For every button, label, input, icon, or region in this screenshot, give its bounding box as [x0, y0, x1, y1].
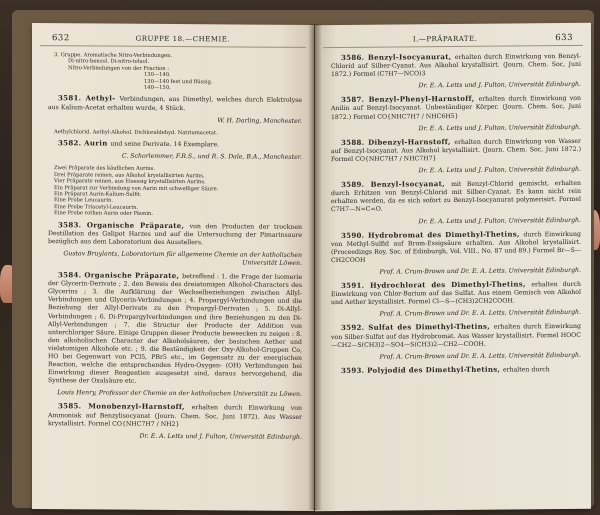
catalog-entry — [331, 280, 581, 307]
entry-exhibitor: Dr. E. A. Letts und J. Fulton, Universität Edinburgh. — [139, 432, 302, 441]
entry-exhibitor: Prof. A. Crum-Brown und Dr. E. A. Letts, Universität Edinburgh. — [379, 351, 581, 361]
entry-number: 3581. — [58, 93, 86, 103]
entry-sublist — [54, 129, 302, 137]
entry-text: erhalten durch Einwirkung von Benzyl-Chlorid auf Silber-Cyanat. Aus Alkohol krystallisirt. (Journ. Chem. Soc, Juni 1872.) Formel (C7H7—NCO)3 — [331, 52, 582, 79]
sublist-line: Aethylchlorid. Aethyl-Alkohol. Dichloraldehyd. Natriumacetat. — [54, 128, 218, 137]
entry-number: 3590. — [341, 230, 369, 240]
entry-number: 3587. — [341, 95, 369, 105]
entry-title: Polyjodid des Dimethyl-Thetins, — [367, 364, 503, 375]
catalog-entry — [331, 137, 581, 164]
intro-line: 140—150. — [144, 84, 171, 92]
page-number: 633 — [555, 32, 573, 44]
sublist-line: Vier Präparate reinen, aus Eisessig krystallisirten Aurins. — [54, 178, 206, 186]
entry-text: Verbindungen, aus Dimethyl, welches durch Elektrolyse aus Kalium-Acetat erhalten wurde, 4 Stück. — [48, 96, 302, 112]
entry-number: 3585. — [58, 401, 89, 411]
entry-title: Organische Präparate, — [86, 219, 190, 230]
entry-title: Aethyl- — [85, 93, 120, 104]
entry-title: Aurin — [84, 138, 111, 148]
entry-exhibitor: Dr. E. A. Letts und J. Fulton, Universität Edinburgh. — [418, 123, 581, 132]
entry-sublist — [54, 165, 302, 218]
entry-exhibitor: C. Schorlemmer, F.R.S., und R. S. Dale, B.A., Manchester. — [121, 152, 302, 162]
entry-number: 3589. — [341, 179, 371, 190]
catalog-entry — [331, 179, 581, 215]
entry-title: Hydrobromat des Dimethyl-Thetins, — [368, 228, 524, 240]
entry-title: Benzyl-Phenyl-Harnstoff, — [368, 94, 479, 105]
entry-number: 3591. — [341, 280, 371, 291]
catalog-entry — [331, 365, 581, 376]
right-page-header — [323, 23, 583, 48]
catalog-entry — [331, 322, 581, 349]
entry-number: 3593. — [341, 365, 368, 375]
entry-text: betreffend : 1. die Frage der Isomerie der Glycerin-Derivate ; 2. den Beweis des dreiatomigen Alkohol-Characters des Glycerins ; 3. die Aufklärung der Wechselbeziehungen zwischen Allyl-Verbindungen und Glycerin-Verbindungen ; 4. Propargyl-Verbindungen und die Beziehung der Allyl-Derivate zu den Propargyl-Derivaten ; 5. Di-Allyl-Verbindungen ; 6. Di-Propargylverbindungen und ihre Beziehungen zu den Di-Allyl-Verbindungen ; 7. die Structur der Producte der Addition von unterchloriger Säure. Einige Gruppen dieser Producte beweecken zu zeigen : 8. den alkoholischen Character der Alkoholsäuren, der basischen Aether und vielatomigen Alkohole etc. ; 9. die Beständigkeit der Oxy-Alkohol-Gruppen Co, HO bei Gegenwart von PCl5, PBr5 etc., im Gegensatz zu der energischen Reaction, welche die entsprechenden Hydro-Oxygen- (OH) Verbindungen bei Einwirkung dieser Reagentien ausgesetzt sind, daraus hervorgehend, die Synthese der Oxalsäure etc. — [48, 273, 302, 385]
entry-text: erhalten durch Einwirkung von Chlor-Barium auf das Sulfat. Aus einem Gemisch von Alkohol und Aether krystallisirt. Formel Cl—S—(CH3)2CH2COOH. — [331, 280, 581, 307]
intro-line: 3. Gruppe. Aromatische Nitro-Verbindungen. — [54, 52, 173, 59]
sublist-line: Ein Präparat Aurin-Kalium-Sulfit. — [54, 191, 142, 198]
entry-title: Benzyl-Isocyanurat, — [367, 51, 455, 62]
running-head: I.—PRÄPARATE. — [412, 34, 478, 44]
entry-title: Sulfat des Dimethyl-Thetins, — [368, 322, 494, 333]
entry-text: durch Einwirkung von Methyl-Sulfid auf Brom-Essigsäure erhalten. Aus Alkohol krystallisirt. (Proceedings Roy. Soc. of Edinburgh, Vol. VIII., No. 87 und 89.) Formel Br—S—CH2COOH — [331, 230, 581, 264]
left-page-content — [32, 50, 314, 442]
entry-exhibitor: Dr. E. A. Letts und J. Fulton, Universität Edinburgh. — [418, 165, 581, 175]
catalog-entry — [331, 52, 581, 79]
left-page — [32, 23, 314, 511]
book-gutter — [308, 24, 322, 510]
running-head: GRUPPE 18.—CHEMIE. — [135, 34, 231, 44]
entry-number: 3583. — [58, 219, 87, 229]
sublist-line: Eine Probe rothen Aurin oder Päonin. — [54, 210, 154, 218]
sublist-line: Drei Präparate reinen, aus Alkohol krystallisirten Aurins. — [54, 171, 205, 179]
open-book — [12, 10, 594, 508]
entry-exhibitor: Dr. E. A. Letts und J. Fulton, Universität Edinburgh. — [418, 81, 581, 90]
entry-title: Benzyl-Isocyanat, — [370, 179, 452, 189]
intro-line: Nitro-Verbindungen von der Fraction : — [68, 65, 170, 72]
page-number: 632 — [52, 33, 70, 44]
entry-text: und seine Derivate. 14 Exemplare. — [110, 140, 220, 149]
intro-line: 130—140. — [144, 72, 171, 79]
left-page-header — [40, 23, 306, 48]
catalog-entry — [331, 229, 581, 265]
entry-number: 3586. — [341, 52, 368, 62]
entry-exhibitor: Prof. A. Crum-Brown und Dr. E. A. Letts, Universität Edinburgh. — [379, 309, 581, 318]
entry-exhibitor: Prof. A. Crum-Brown und Dr. E. A. Letts, Universität Edinburgh. — [379, 266, 581, 276]
entry-text: erhalten durch Einwirkung von Anilin auf Benzyl-Isocyanat. Unbeständiger Körper. (Journ. Chem. Soc, Juni 1872.) Formel CO{NHC7H7 / NHC6H5} — [331, 95, 581, 121]
entry-title: Hydrochlorat des Dimethyl-Thetins, — [370, 279, 532, 290]
entry-text: erhalten durch — [503, 365, 550, 374]
right-page — [315, 23, 591, 511]
catalog-entry — [48, 95, 302, 114]
catalog-entry — [48, 221, 302, 248]
entry-number: 3582. — [58, 138, 85, 148]
entry-title: Organische Präparate, — [84, 270, 183, 281]
sublist-line: Zwei Präparate des käuflichen Aurins. — [54, 165, 155, 173]
entry-exhibitor: Gustav Bruylants, Laboratorium für allgemeine Chemie an der katholischen Universität Löwen. — [63, 250, 302, 267]
sublist-line: Eine Probe Leucaurin. — [54, 197, 113, 204]
catalog-entry — [48, 403, 302, 430]
entry-text: erhalten durch Einwirkung von Wasser auf Benzyl-Isocyanat. Aus Alkohol krystallisirt. (Journ. Chem. Soc, Juni 1872.) Formel CO{NHC7H7 / NHC7H7} — [331, 137, 581, 164]
entry-title: Monobenzyl-Harnstoff, — [88, 401, 192, 412]
sublist-line: Ein Präparat zur Verbindung von Aurin mit schwefliger Säure. — [54, 184, 219, 192]
entry-text: von den Producten der trocknen Destillation des Galipot Harzes und auf die Untersuchung der Pimarinsaure bezüglich aus dem Laboratorium des Ausstellers. — [48, 222, 302, 246]
entry-text: erhalten durch Einwirkung von Silber-Sulfat auf das Hydrobromat. Aus Wasser krystallisirt. Formel HOOC—CH2—S(CH3)2—SO4—S(CH3)2—CH2—COOH. — [331, 323, 581, 349]
entry-exhibitor: W. H. Darling, Manchester. — [217, 116, 302, 125]
right-page-content — [315, 50, 591, 376]
entry-number: 3588. — [341, 137, 369, 147]
catalog-entry — [331, 94, 581, 121]
entry-exhibitor: Dr. E. A. Letts und J. Fulton, Universität Edinburgh. — [418, 216, 581, 225]
intro-list — [54, 52, 302, 92]
catalog-entry — [48, 139, 302, 150]
entry-text: erhalten durch Einwirkung von Ammoniak auf Benzylisocyanat (Journ. Chem. Soc, Juni 1872). Aus Wasser krystallisirt. Formel CO{NHC7H7 / NH2} — [48, 404, 302, 428]
entry-number: 3592. — [341, 323, 369, 333]
catalog-entry — [48, 271, 302, 387]
intro-line: Di-nitro-benzol. Di-nitro-toluol. — [68, 58, 150, 66]
entry-exhibitor: Louis Henry, Professor der Chemie an der katholischen Universität zu Löwen. — [57, 389, 302, 399]
entry-number: 3584. — [58, 270, 85, 280]
entry-title: Dibenzyl-Harnstoff, — [368, 136, 455, 147]
intro-line: 130—140 fest und flüssig. — [144, 78, 213, 85]
entry-text: mit Benzyl-Chlorid gemischt, erhalten durch Erhitzen von Benzyl-Chlorid mit Silber-Cyanat. Es kann nicht rein erhalten werden, da es sich sofort zu Benzyl-Isocyanurat polymerisirt. Formel C7H7—N=C=O. — [331, 180, 581, 214]
sublist-line: Eine Probe Triacetyl-Leucaurin. — [54, 203, 139, 211]
